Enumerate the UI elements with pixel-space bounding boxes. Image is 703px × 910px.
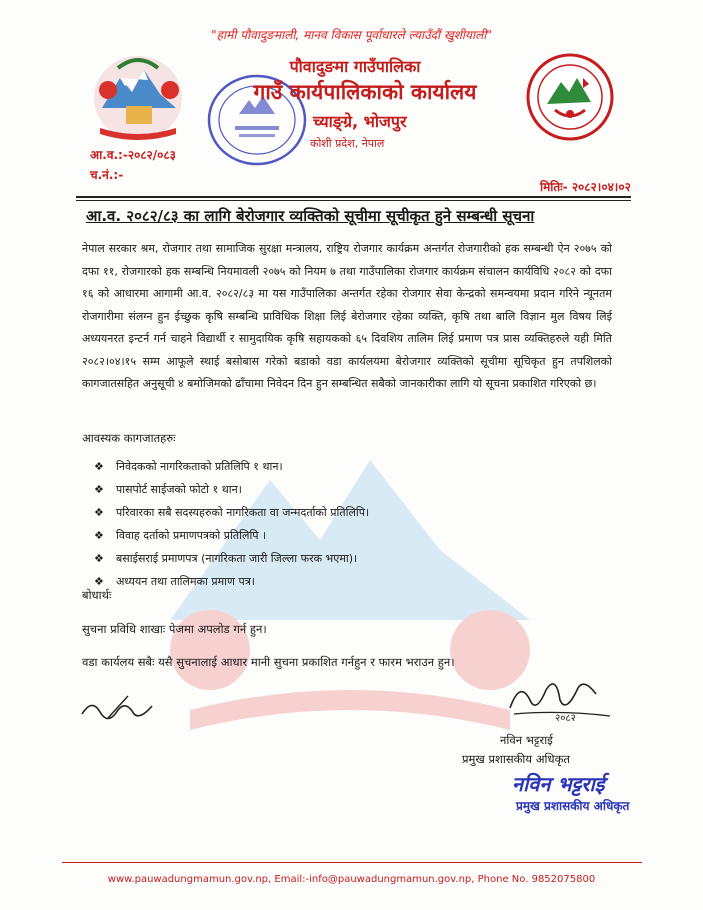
cc-line-ward-offices: वडा कार्यलय सबैः यसै सुचनालाई आधार मानी सुचना प्रकाशित गर्नहुन र फारम भराउन हुन। [82, 655, 455, 669]
stamp-name: नविन भट्टराई [512, 772, 605, 796]
list-item [94, 524, 369, 547]
cc-line-it-section: सुचना प्रविधि शाखाः पेजमा अपलोड गर्न हुन। [82, 622, 267, 636]
document-item: पासपोर्ट साईजको फोटो १ थान। [116, 483, 242, 496]
cc-label: बोधार्थः [82, 588, 112, 602]
place-name: च्याङ्ग्रे, भोजपुर [313, 112, 407, 131]
diamond-bullet-icon: ❖ [94, 506, 104, 519]
province-name: कोशी प्रदेश, नेपाल [310, 137, 385, 150]
list-item [94, 455, 369, 478]
required-documents-list [94, 455, 369, 593]
header-divider [76, 196, 631, 198]
document-item: विवाह दर्ताको प्रमाणपत्रको प्रतिलिपि । [116, 529, 267, 542]
diamond-bullet-icon: ❖ [94, 483, 104, 496]
list-item [94, 570, 369, 593]
office-title: गाउँ कार्यपालिकाको कार्यालय [253, 80, 477, 104]
stamp-title: प्रमुख प्रशासकीय अधिकृत [516, 799, 630, 813]
document-item: बसाईसराई प्रमाणपत्र (नागरिकता जारी जिल्ला फरक भएमा)। [116, 552, 358, 565]
notice-title: आ.व. २०८२/८३ का लागि बेरोजगार व्यक्तिको सूचीमा सूचीकृत हुने सम्बन्धी सूचना [86, 207, 535, 225]
document-item: परिवारका सबै सदस्यहरुको नागरिकता वा जन्मदर्ताको प्रतिलिपि। [116, 506, 370, 519]
motto: "हामी पौवादुङमाली, मानव विकास पूर्वाधारले ल्याउँदौं खुशीयाली" [211, 28, 492, 42]
municipality-logo-icon [525, 52, 615, 142]
header-divider-thin [76, 200, 631, 201]
list-item [94, 547, 369, 570]
chalani-ref: च.नं.:- [90, 168, 124, 182]
nepal-emblem-icon [90, 48, 186, 144]
diamond-bullet-icon: ❖ [94, 529, 104, 542]
notice-body: नेपाल सरकार श्रम, रोजगार तथा सामाजिक सुरक्षा मन्त्रालय, राष्ट्रिय रोजगार कार्यक्रम अन्तर्गत रोजगारीको हक सम्बन्धी ऐन २०७५ को दफा ११, रोजगारको हक सम्बन्धि नियमावली २०७५ को नियम ७ तथा गाउँपालिका रोजगार कार्यक्रम संचालन कार्यविधि २०८२ को दफा १६ को आधारमा आगामी आ.व. २०८२/८३ मा यस गाउँपालिका अन्तर्गत रहेका रोजगार सेवा केन्द्रको समन्वयमा प्रदान गरिने न्यूनतम रोजगारीमा संलग्न हुन ईच्छुक कृषि सम्बन्धि प्राविधिक शिक्षा लिई बेरोजगार रहेका व्यक्ति, कृषि तथा बालि विज्ञान मुल विषय लिई अध्ययनरत इन्टर्न गर्न चाहने विद्यार्थी र सामुदायिक कृषि सहायकको ६५ दिवशिय तालिम लिई प्रमाण पत्र प्रास व्यक्तिहरुले यही मिति २०८२।०४।१५ सम्म आफूले स्थाई बसोबास गरेको बडाको वडा कार्यलयमा बेरोजगार व्यक्तिको सूचीमा सूचिकृत हुन तपशिलको कागजातसहित अनुसूची ४ बमोजिमको ढाँचामा निवेदन दिन हुन सम्बन्धित सबैको जानकारीका लागि यो सूचना प्रकाशित गरिएको छ। [82, 242, 612, 390]
signature-date: २०८२ [555, 713, 576, 724]
office-name: पौवादुङमा गाउँपालिका [289, 57, 421, 76]
signer-title: प्रमुख प्रशासकीय अधिकृत [462, 752, 570, 766]
date-ref: मितिः- २०८२।०४।०२ [540, 180, 631, 194]
footer-divider [62, 862, 642, 863]
diamond-bullet-icon: ❖ [94, 575, 104, 588]
list-item [94, 501, 369, 524]
signer-name: नविन भट्टराई [500, 733, 553, 747]
handwritten-initials-icon [78, 688, 158, 728]
document-item: अध्ययन तथा तालिमका प्रमाण पत्र। [116, 575, 255, 588]
document-item: निवेदकको नागरिकताको प्रतिलिपि १ थान। [116, 460, 283, 473]
list-item [94, 478, 369, 501]
fiscal-year-ref: आ.व.:-२०८२/०८३ [90, 148, 176, 162]
diamond-bullet-icon: ❖ [94, 552, 104, 565]
footer-contact: www.pauwadungmamun.gov.np, Email:-info@pauwadungmamun.gov.np, Phone No. 9852075800 [107, 874, 596, 885]
diamond-bullet-icon: ❖ [94, 460, 104, 473]
required-documents-heading: आवस्यक कागजातहरुः [82, 431, 176, 445]
